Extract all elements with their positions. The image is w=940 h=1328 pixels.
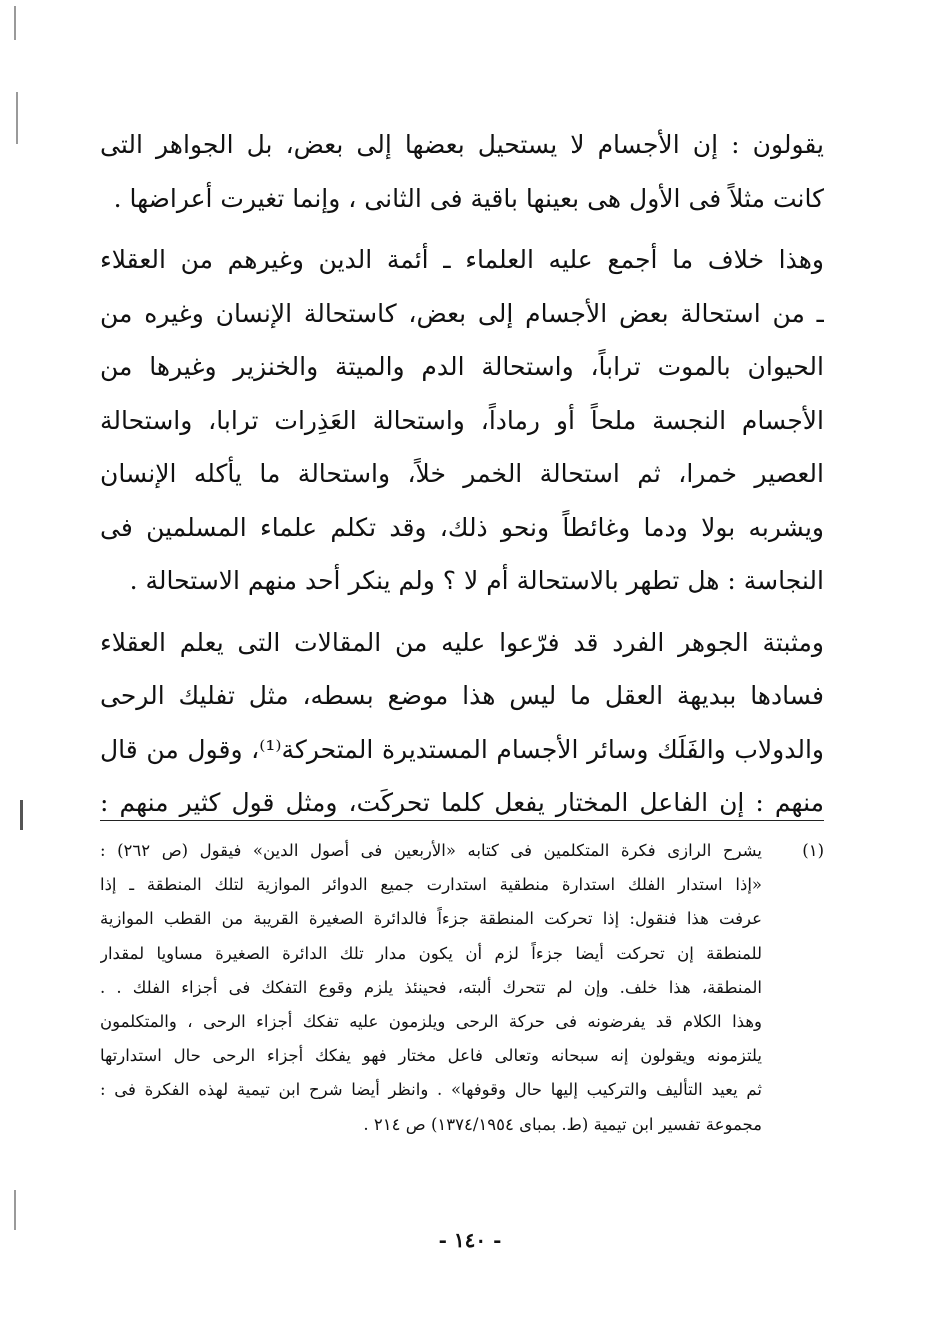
- footnote-line: «إذا استدار الفلك استدارة منطقية استدارت جميع الدوائر الموازية لتلك المنطقة ـ إذا: [100, 875, 762, 895]
- footnote-number: (١): [802, 841, 824, 860]
- text-line: منهم : إن الفاعل المختار يفعل كلما تحركَت، ومثل قول كثير منهم :: [100, 788, 824, 817]
- footnote-line: يشرح الرازى فكرة المتكلمين فى كتابه «الأربعين فى أصول الدين» فيقول (ص ٢٦٢) :: [100, 841, 762, 860]
- paragraph: [100, 118, 824, 225]
- text-line: الحيوان بالموت تراباً، واستحالة الدم والميتة والخنزير وغيرها من: [100, 352, 824, 381]
- text-line: كانت مثلاً فى الأول هى بعينها باقية فى الثانى ، وإنما تغيرت أعراضها .: [113, 183, 824, 213]
- footnote-line: المنطقة، هذا خلف. وإن لم تتحرك ألبته، فحينئذ يلزم وقوع التفكك فى أجزاء الفلك . .: [100, 977, 762, 997]
- text-line: يقولون : إن الأجسام لا يستحيل بعضها إلى بعض، بل الجواهر التى: [100, 130, 824, 159]
- text-line: وهذا خلاف ما أجمع عليه العلماء ـ أئمة الدين وغيرهم من العقلاء: [100, 245, 824, 274]
- scan-edge-mark: [14, 6, 16, 40]
- footnote-line: للمنطقة إن تحركت أيضا جزءاً لزم أن يكون مدار تلك الدائرة الصغيرة مساويا لمقدار: [100, 943, 762, 963]
- scan-edge-mark: [20, 800, 23, 830]
- footnote-line: ثم يعيد التأليف والتركيب إليها حال وقوفها» . وانظر أيضا شرح ابن تيمية لهذه الفكرة فى :: [100, 1080, 762, 1100]
- paragraph: [100, 616, 824, 830]
- footnote-separator: [100, 820, 824, 821]
- text-line: الأجسام النجسة ملحاً أو رماداً، واستحالة العَذِرات ترابا، واستحالة: [100, 405, 824, 435]
- paragraph: [100, 233, 824, 608]
- scan-edge-mark: [16, 92, 18, 144]
- footnotes: [100, 834, 824, 1142]
- text-line: ومثبتة الجوهر الفرد قد فرّعوا عليه من المقالات التى يعلم العقلاء: [100, 627, 824, 657]
- text-line: والدولاب والفَلَك وسائر الأجسام المستديرة المتحركة⁽¹⁾، وقول من قال: [100, 734, 824, 764]
- footnote-line: مجموعة تفسير ابن تيمية (ط. بمباى ١٣٧٤/١٩٥٤) ص ٢١٤ .: [363, 1114, 762, 1134]
- main-text: [100, 118, 824, 830]
- text-line: ـ من استحالة بعض الأجسام إلى بعض، كاستحالة الإنسان وغيره من: [100, 298, 824, 328]
- footnote-line: وهذا الكلام قد يفرضونه فى حركة الرحى ويلزمون عليه تفكك أجزاء الرحى ، والمتكلمون: [100, 1012, 762, 1032]
- text-line: العصير خمرا، ثم استحالة الخمر خلاً، واستحالة ما يأكله الإنسان: [100, 459, 824, 488]
- text-line: فسادها ببديهة العقل ما ليس هذا موضع بسطه، مثل تفليك الرحى: [100, 681, 824, 710]
- text-line: ويشربه بولا ودما وغائطاً ونحو ذلك، وقد تكلم علماء المسلمين فى: [100, 512, 824, 542]
- scan-edge-mark: [14, 1190, 16, 1230]
- footnote-line: يلتزمونه ويقولون إنه سبحانه وتعالى فاعل مختار فهو يفكك أجزاء الرحى حال استدارتها: [100, 1046, 762, 1066]
- page-number: - ١٤٠ -: [438, 1228, 502, 1252]
- footnote-line: عرفت هذا فنقول: إذا تحركت المنطقة جزءاً فالدائرة الصغيرة القريبة من القطب الموازية: [100, 909, 762, 929]
- text-line: النجاسة : هل تطهر بالاستحالة أم لا ؟ ولم ينكر أحد منهم الاستحالة .: [129, 566, 824, 595]
